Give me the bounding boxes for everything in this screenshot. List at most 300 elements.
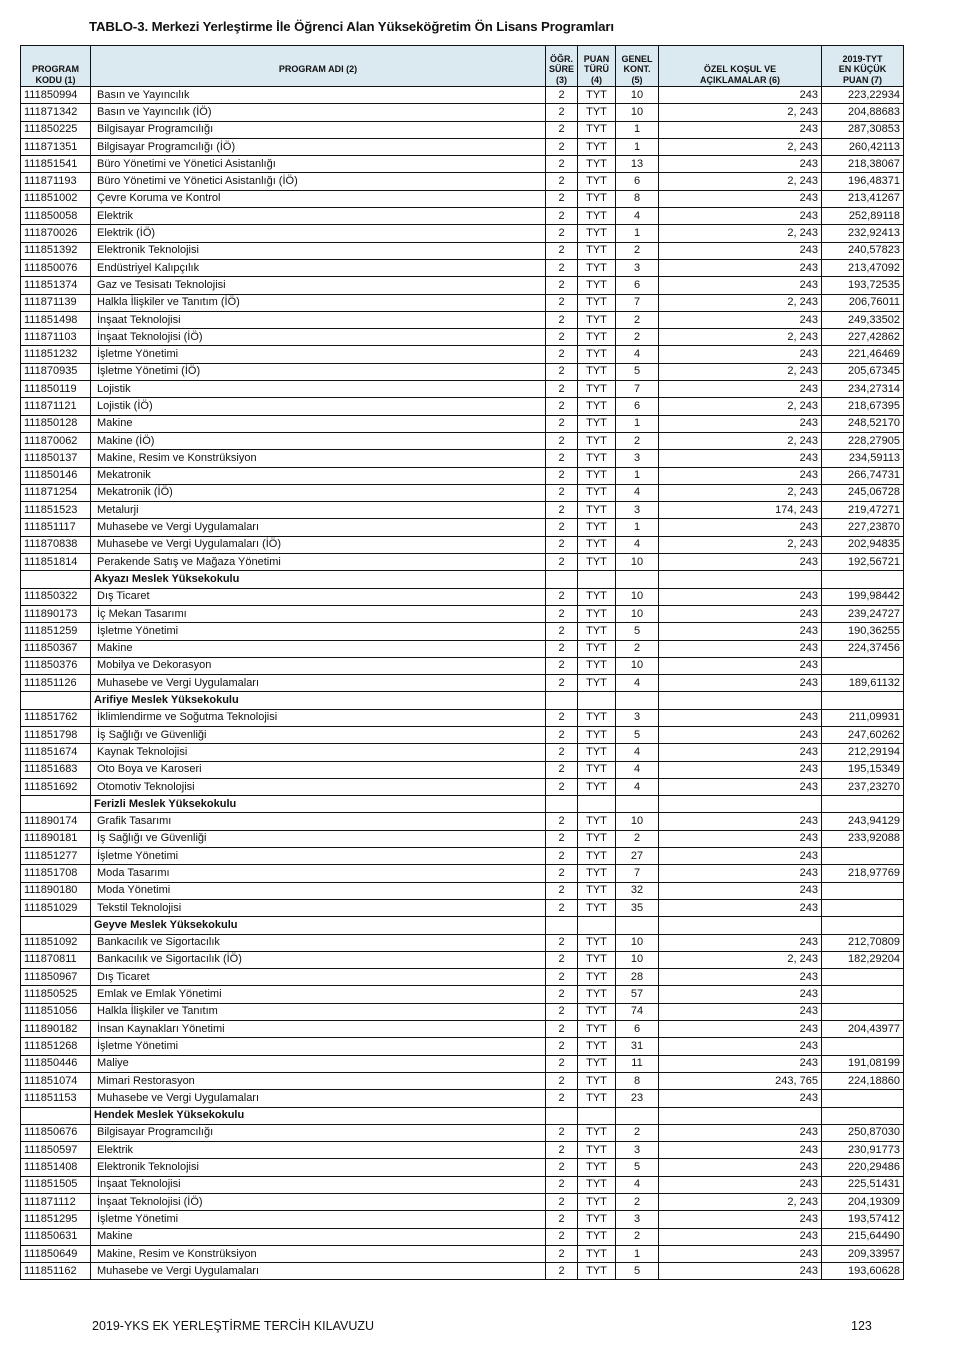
min-score-cell: 205,67345 [822,363,904,380]
special-conditions-cell: 243 [659,156,822,173]
special-conditions-cell: 243 [659,1142,822,1159]
program-code-cell: 111851762 [21,709,91,726]
quota-cell: 3 [616,450,659,467]
program-code-cell: 111850967 [21,969,91,986]
special-conditions-cell: 243 [659,1159,822,1176]
special-conditions-cell: 243 [659,848,822,865]
empty-cell [546,571,578,588]
min-score-cell: 234,27314 [822,381,904,398]
table-row [21,156,904,173]
program-code-cell: 111851117 [21,519,91,536]
min-score-cell: 191,08199 [822,1055,904,1072]
duration-cell: 2 [546,329,578,346]
score-type-cell: TYT [578,1245,616,1262]
special-conditions-cell: 243 [659,277,822,294]
quota-cell: 1 [616,415,659,432]
quota-cell: 2 [616,329,659,346]
quota-cell: 10 [616,87,659,104]
min-score-cell: 230,91773 [822,1142,904,1159]
score-type-cell: TYT [578,502,616,519]
program-name-cell: Lojistik (İÖ) [91,398,546,415]
special-conditions-cell: 2, 243 [659,536,822,553]
table-row [21,848,904,865]
programs-table [20,45,904,1280]
empty-cell [659,571,822,588]
table-row [21,294,904,311]
min-score-cell [822,899,904,916]
score-type-cell: TYT [578,813,616,830]
program-code-cell: 111850146 [21,467,91,484]
special-conditions-cell: 243 [659,744,822,761]
score-type-cell: TYT [578,848,616,865]
quota-cell: 1 [616,467,659,484]
min-score-cell: 189,61132 [822,675,904,692]
table-row [21,986,904,1003]
duration-cell: 2 [546,813,578,830]
min-score-cell: 243,94129 [822,813,904,830]
quota-cell: 10 [616,813,659,830]
program-name-cell: İşletme Yönetimi (İÖ) [91,363,546,380]
quota-cell: 5 [616,363,659,380]
special-conditions-cell: 2, 243 [659,363,822,380]
duration-cell: 2 [546,969,578,986]
quota-cell: 74 [616,1003,659,1020]
duration-cell: 2 [546,675,578,692]
empty-cell [616,692,659,709]
quota-cell: 28 [616,969,659,986]
min-score-cell: 193,72535 [822,277,904,294]
empty-cell [21,692,91,709]
special-conditions-cell: 243 [659,1263,822,1280]
program-name-cell: İşletme Yönetimi [91,848,546,865]
table-row [21,415,904,432]
special-conditions-cell: 243 [659,1211,822,1228]
table-row [21,242,904,259]
program-name-cell: Tekstil Teknolojisi [91,899,546,916]
program-code-cell: 111850322 [21,588,91,605]
program-name-cell: İnsan Kaynakları Yönetimi [91,1021,546,1038]
score-type-cell: TYT [578,986,616,1003]
program-name-cell: Moda Yönetimi [91,882,546,899]
quota-cell: 2 [616,1228,659,1245]
quota-cell: 1 [616,121,659,138]
program-name-cell: Muhasebe ve Vergi Uygulamaları [91,1263,546,1280]
min-score-cell: 213,47092 [822,259,904,276]
quota-cell: 10 [616,554,659,571]
program-code-cell: 111851798 [21,726,91,743]
special-conditions-cell: 243 [659,986,822,1003]
program-code-cell: 111890173 [21,605,91,622]
min-score-cell: 190,36255 [822,623,904,640]
program-code-cell: 111851232 [21,346,91,363]
program-code-cell: 111851683 [21,761,91,778]
empty-cell [659,692,822,709]
section-row [21,692,904,709]
quota-cell: 6 [616,173,659,190]
program-name-cell: Gaz ve Tesisatı Teknolojisi [91,277,546,294]
empty-cell [21,571,91,588]
table-row [21,450,904,467]
table-row [21,951,904,968]
min-score-cell [822,986,904,1003]
duration-cell: 2 [546,951,578,968]
score-type-cell: TYT [578,87,616,104]
program-code-cell: 111851162 [21,1263,91,1280]
program-name-cell: Makine [91,415,546,432]
quota-cell: 32 [616,882,659,899]
quota-cell: 1 [616,138,659,155]
quota-cell: 2 [616,1194,659,1211]
program-code-cell: 111890182 [21,1021,91,1038]
table-row [21,502,904,519]
quota-cell: 3 [616,259,659,276]
duration-cell: 2 [546,208,578,225]
special-conditions-cell: 243 [659,1228,822,1245]
duration-cell: 2 [546,277,578,294]
table-row [21,484,904,501]
min-score-cell: 240,57823 [822,242,904,259]
special-conditions-cell: 243 [659,519,822,536]
score-type-cell: TYT [578,588,616,605]
score-type-cell: TYT [578,415,616,432]
duration-cell: 2 [546,726,578,743]
min-score-cell: 199,98442 [822,588,904,605]
table-row [21,87,904,104]
program-code-cell: 111851277 [21,848,91,865]
empty-cell [578,692,616,709]
program-code-cell: 111850376 [21,657,91,674]
min-score-cell: 206,76011 [822,294,904,311]
header-quota: GENEL KONT. (5) [616,46,659,87]
quota-cell: 5 [616,623,659,640]
min-score-cell: 247,60262 [822,726,904,743]
section-title: Akyazı Meslek Yüksekokulu [91,571,546,588]
min-score-cell: 219,47271 [822,502,904,519]
score-type-cell: TYT [578,951,616,968]
quota-cell: 23 [616,1090,659,1107]
quota-cell: 3 [616,502,659,519]
duration-cell: 2 [546,259,578,276]
program-name-cell: Elektrik (İÖ) [91,225,546,242]
min-score-cell: 202,94835 [822,536,904,553]
min-score-cell: 204,88683 [822,104,904,121]
page-number: 123 [851,1319,872,1333]
header-special-conditions: ÖZEL KOŞUL VE AÇIKLAMALAR (6) [659,46,822,87]
score-type-cell: TYT [578,138,616,155]
score-type-cell: TYT [578,623,616,640]
program-code-cell: 111850525 [21,986,91,1003]
table-row [21,277,904,294]
empty-cell [578,1107,616,1124]
table-row [21,398,904,415]
table-row [21,605,904,622]
empty-cell [21,1107,91,1124]
score-type-cell: TYT [578,1228,616,1245]
score-type-cell: TYT [578,363,616,380]
program-code-cell: 111871139 [21,294,91,311]
table-row [21,1072,904,1089]
duration-cell: 2 [546,484,578,501]
min-score-cell: 221,46469 [822,346,904,363]
quota-cell: 4 [616,346,659,363]
special-conditions-cell: 243 [659,311,822,328]
program-name-cell: Endüstriyel Kalıpçılık [91,259,546,276]
score-type-cell: TYT [578,554,616,571]
score-type-cell: TYT [578,1021,616,1038]
min-score-cell: 215,64490 [822,1228,904,1245]
score-type-cell: TYT [578,865,616,882]
program-code-cell: 111871193 [21,173,91,190]
special-conditions-cell: 243 [659,605,822,622]
program-name-cell: Dış Ticaret [91,969,546,986]
quota-cell: 3 [616,1142,659,1159]
program-code-cell: 111850676 [21,1124,91,1141]
program-name-cell: İnşaat Teknolojisi [91,311,546,328]
quota-cell: 1 [616,519,659,536]
program-code-cell: 111851092 [21,934,91,951]
quota-cell: 2 [616,311,659,328]
special-conditions-cell: 243 [659,346,822,363]
score-type-cell: TYT [578,432,616,449]
score-type-cell: TYT [578,899,616,916]
duration-cell: 2 [546,381,578,398]
min-score-cell [822,882,904,899]
page-title: TABLO-3. Merkezi Yerleştirme İle Öğrenci Alan Yükseköğretim Ön Lisans Programları [89,19,614,34]
program-code-cell: 111870062 [21,432,91,449]
score-type-cell: TYT [578,1090,616,1107]
special-conditions-cell: 2, 243 [659,484,822,501]
table-row [21,588,904,605]
special-conditions-cell: 243 [659,726,822,743]
special-conditions-cell: 243, 765 [659,1072,822,1089]
program-code-cell: 111851074 [21,1072,91,1089]
program-code-cell: 111850446 [21,1055,91,1072]
program-code-cell: 111870026 [21,225,91,242]
program-code-cell: 111851153 [21,1090,91,1107]
program-code-cell: 111850994 [21,87,91,104]
score-type-cell: TYT [578,104,616,121]
duration-cell: 2 [546,242,578,259]
special-conditions-cell: 2, 243 [659,432,822,449]
table-row [21,225,904,242]
program-code-cell: 111851374 [21,277,91,294]
score-type-cell: TYT [578,744,616,761]
quota-cell: 6 [616,277,659,294]
program-name-cell: İşletme Yönetimi [91,1211,546,1228]
table-row [21,1245,904,1262]
special-conditions-cell: 243 [659,1003,822,1020]
table-row [21,1055,904,1072]
table-row [21,778,904,795]
program-name-cell: Çevre Koruma ve Kontrol [91,190,546,207]
duration-cell: 2 [546,1072,578,1089]
duration-cell: 2 [546,830,578,847]
program-name-cell: Oto Boya ve Karoseri [91,761,546,778]
program-name-cell: İnşaat Teknolojisi (İÖ) [91,329,546,346]
table-row [21,830,904,847]
program-name-cell: İşletme Yönetimi [91,346,546,363]
special-conditions-cell: 243 [659,1055,822,1072]
special-conditions-cell: 243 [659,675,822,692]
empty-cell [822,796,904,813]
score-type-cell: TYT [578,1263,616,1280]
duration-cell: 2 [546,1142,578,1159]
score-type-cell: TYT [578,1055,616,1072]
duration-cell: 2 [546,1176,578,1193]
min-score-cell [822,657,904,674]
table-row [21,329,904,346]
special-conditions-cell: 243 [659,1090,822,1107]
program-code-cell: 111870811 [21,951,91,968]
special-conditions-cell: 243 [659,87,822,104]
min-score-cell: 250,87030 [822,1124,904,1141]
score-type-cell: TYT [578,484,616,501]
quota-cell: 35 [616,899,659,916]
program-name-cell: İnşaat Teknolojisi (İÖ) [91,1194,546,1211]
program-name-cell: Basın ve Yayıncılık (İÖ) [91,104,546,121]
duration-cell: 2 [546,190,578,207]
score-type-cell: TYT [578,519,616,536]
special-conditions-cell: 243 [659,415,822,432]
score-type-cell: TYT [578,761,616,778]
score-type-cell: TYT [578,311,616,328]
table-row [21,726,904,743]
program-name-cell: İç Mekan Tasarımı [91,605,546,622]
min-score-cell: 228,27905 [822,432,904,449]
duration-cell: 2 [546,1021,578,1038]
score-type-cell: TYT [578,778,616,795]
program-code-cell: 111851498 [21,311,91,328]
program-code-cell: 111850137 [21,450,91,467]
min-score-cell: 195,15349 [822,761,904,778]
program-code-cell: 111851056 [21,1003,91,1020]
section-row [21,796,904,813]
empty-cell [659,917,822,934]
special-conditions-cell: 2, 243 [659,398,822,415]
score-type-cell: TYT [578,882,616,899]
min-score-cell: 211,09931 [822,709,904,726]
special-conditions-cell: 243 [659,121,822,138]
score-type-cell: TYT [578,1211,616,1228]
score-type-cell: TYT [578,242,616,259]
duration-cell: 2 [546,1124,578,1141]
min-score-cell [822,1090,904,1107]
program-name-cell: İşletme Yönetimi [91,1038,546,1055]
table-row [21,1194,904,1211]
quota-cell: 3 [616,709,659,726]
program-name-cell: Muhasebe ve Vergi Uygulamaları [91,1090,546,1107]
duration-cell: 2 [546,1159,578,1176]
score-type-cell: TYT [578,294,616,311]
score-type-cell: TYT [578,657,616,674]
quota-cell: 10 [616,588,659,605]
program-name-cell: Bankacılık ve Sigortacılık (İÖ) [91,951,546,968]
table-row [21,1211,904,1228]
special-conditions-cell: 243 [659,934,822,951]
program-code-cell: 111871254 [21,484,91,501]
min-score-cell: 196,48371 [822,173,904,190]
header-score-type: PUAN TÜRÜ (4) [578,46,616,87]
table-row [21,363,904,380]
program-name-cell: Elektrik [91,208,546,225]
table-row [21,761,904,778]
score-type-cell: TYT [578,173,616,190]
special-conditions-cell: 2, 243 [659,329,822,346]
program-name-cell: Elektronik Teknolojisi [91,242,546,259]
duration-cell: 2 [546,502,578,519]
program-code-cell: 111850119 [21,381,91,398]
special-conditions-cell: 243 [659,1124,822,1141]
table-row [21,138,904,155]
duration-cell: 2 [546,415,578,432]
table-row [21,675,904,692]
program-name-cell: Bilgisayar Programcılığı (İÖ) [91,138,546,155]
duration-cell: 2 [546,1055,578,1072]
program-code-cell: 111851259 [21,623,91,640]
program-code-cell: 111851002 [21,190,91,207]
program-name-cell: Maliye [91,1055,546,1072]
program-name-cell: İş Sağlığı ve Güvenliği [91,830,546,847]
duration-cell: 2 [546,1245,578,1262]
score-type-cell: TYT [578,969,616,986]
score-type-cell: TYT [578,726,616,743]
table-row [21,519,904,536]
program-name-cell: Moda Tasarımı [91,865,546,882]
score-type-cell: TYT [578,1142,616,1159]
quota-cell: 10 [616,657,659,674]
program-code-cell: 111850649 [21,1245,91,1262]
min-score-cell: 232,92413 [822,225,904,242]
duration-cell: 2 [546,709,578,726]
quota-cell: 2 [616,640,659,657]
program-code-cell: 111851505 [21,1176,91,1193]
quota-cell: 4 [616,208,659,225]
program-name-cell: Makine, Resim ve Konstrüksiyon [91,1245,546,1262]
special-conditions-cell: 243 [659,899,822,916]
min-score-cell: 218,67395 [822,398,904,415]
table-row [21,190,904,207]
table-header-row [21,46,904,87]
score-type-cell: TYT [578,156,616,173]
duration-cell: 2 [546,761,578,778]
quota-cell: 4 [616,778,659,795]
min-score-cell: 245,06728 [822,484,904,501]
program-name-cell: Perakende Satış ve Mağaza Yönetimi [91,554,546,571]
program-code-cell: 111851523 [21,502,91,519]
empty-cell [616,571,659,588]
table-row [21,554,904,571]
duration-cell: 2 [546,588,578,605]
program-code-cell: 111851029 [21,899,91,916]
empty-cell [822,571,904,588]
table-row [21,208,904,225]
duration-cell: 2 [546,363,578,380]
score-type-cell: TYT [578,225,616,242]
program-code-cell: 111851708 [21,865,91,882]
section-title: Geyve Meslek Yüksekokulu [91,917,546,934]
min-score-cell: 209,33957 [822,1245,904,1262]
table-row [21,709,904,726]
empty-cell [546,1107,578,1124]
program-name-cell: Elektrik [91,1142,546,1159]
duration-cell: 2 [546,744,578,761]
min-score-cell: 266,74731 [822,467,904,484]
score-type-cell: TYT [578,190,616,207]
quota-cell: 8 [616,1072,659,1089]
min-score-cell [822,848,904,865]
score-type-cell: TYT [578,398,616,415]
min-score-cell: 193,60628 [822,1263,904,1280]
